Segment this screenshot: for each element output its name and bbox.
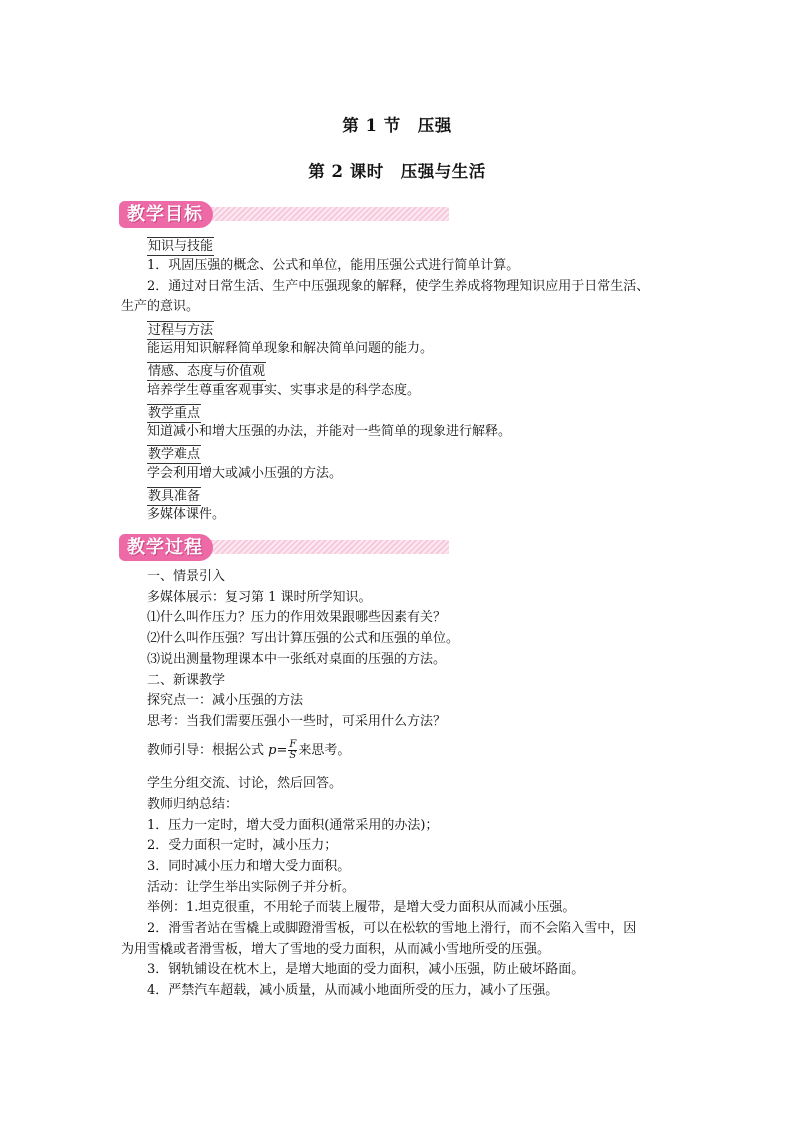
process-line: 思考：当我们需要压强小一些时，可采用什么方法？ (147, 714, 447, 729)
goals-banner-label: 教学目标 (119, 201, 213, 228)
key-point-text: 知道减小和增大压强的办法，并能对一些简单的现象进行解释。 (147, 424, 512, 439)
tools-text: 多媒体课件。 (147, 507, 226, 522)
heading-knowledge: 知识与技能 (148, 239, 214, 254)
process-line: 4．严禁汽车超载，减小质量，从而减小地面所受的压力，减小了压强。 (147, 983, 559, 998)
lesson-title: 第 2 课时 压强与生活 (308, 162, 486, 181)
process-line: 多媒体展示：复习第 1 课时所学知识。 (147, 590, 372, 605)
process-line: ⑶说出测量物理课本中一张纸对桌面的压强的方法。 (147, 652, 447, 667)
section-title: 第 1 节 压强 (342, 116, 452, 135)
formula-outro: 来思考。 (298, 743, 351, 758)
formula-intro: 教师引导：根据公式 (147, 743, 269, 758)
process-line: 2．滑雪者站在雪橇上或脚蹬滑雪板，可以在松软的雪地上滑行，而不会陷入雪中，因 (147, 921, 637, 936)
formula-fraction (288, 740, 297, 761)
process-line: 二、新课教学 (147, 673, 226, 688)
formula-p: p (268, 743, 277, 758)
process-line: 教师归纳总结： (147, 797, 239, 812)
heading-key-point: 教学重点 (148, 406, 201, 421)
process-line: 探究点一：减小压强的方法 (147, 693, 304, 708)
process-banner-label: 教学过程 (119, 534, 213, 561)
formula-numerator: F (289, 739, 297, 750)
formula-denominator: S (289, 750, 297, 761)
process-line: 一、情景引入 (147, 569, 226, 584)
goals-banner (119, 201, 449, 228)
heading-process-method: 过程与方法 (148, 323, 214, 338)
heading-difficulty: 教学难点 (148, 447, 201, 462)
knowledge-item-1: 1．巩固压强的概念、公式和单位，能用压强公式进行简单计算。 (147, 258, 520, 273)
knowledge-item-2b: 生产的意识。 (121, 299, 200, 314)
process-line: 举例：1.坦克很重，不用轮子而装上履带，是增大受力面积从而减小压强。 (147, 900, 576, 915)
process-line: 1．压力一定时，增大受力面积(通常采用的办法)； (147, 818, 439, 833)
process-banner (119, 534, 449, 561)
process-line: 活动：让学生举出实际例子并分析。 (147, 880, 356, 895)
heading-tools: 教具准备 (148, 489, 201, 504)
process-line: ⑵什么叫作压强？写出计算压强的公式和压强的单位。 (147, 631, 460, 646)
heading-emotion: 情感、态度与价值观 (148, 364, 266, 379)
process-line: 3．钢轨铺设在枕木上，是增大地面的受力面积，减小压强，防止破坏路面。 (147, 962, 585, 977)
process-line: 为用雪橇或者滑雪板，增大了雪地的受力面积，从而减小雪地所受的压强。 (121, 942, 551, 957)
process-line: 2．受力面积一定时，减小压力； (147, 838, 338, 853)
difficulty-text: 学会利用增大或减小压强的方法。 (147, 466, 343, 481)
process-line: 3．同时减小压力和增大受力面积。 (147, 859, 351, 874)
process-line: ⑴什么叫作压力？压力的作用效果跟哪些因素有关？ (147, 610, 447, 625)
process-line: 学生分组交流、讨论，然后回答。 (147, 776, 343, 791)
formula-line (147, 740, 350, 761)
knowledge-item-2a: 2．通过对日常生活、生产中压强现象的解释，使学生养成将物理知识应用于日常生活、 (147, 279, 650, 294)
emotion-text: 培养学生尊重客观事实、实事求是的科学态度。 (147, 383, 421, 398)
process-method-text: 能运用知识解释简单现象和解决简单问题的能力。 (147, 341, 434, 356)
formula-equals: = (276, 743, 288, 758)
